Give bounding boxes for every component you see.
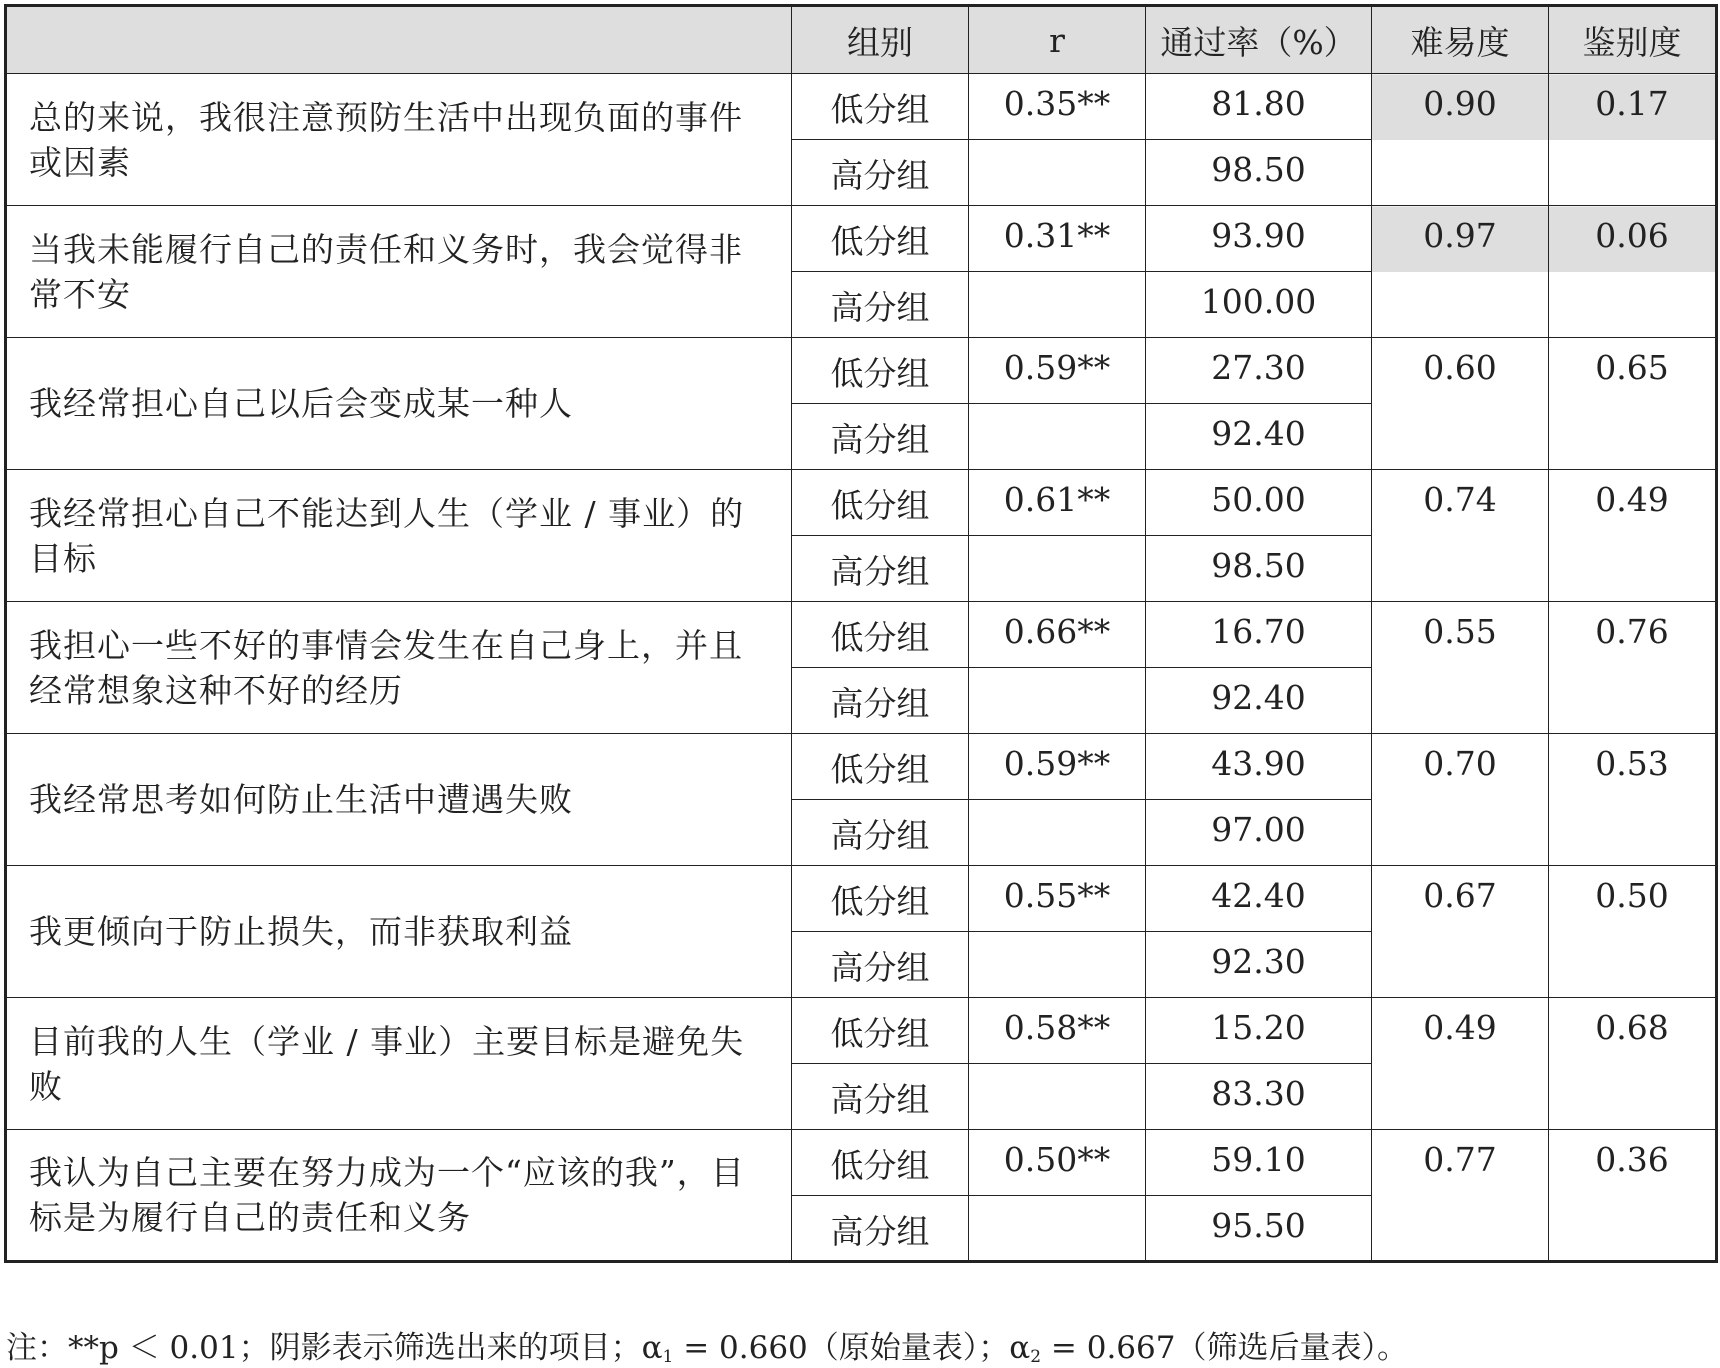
note-text-3: = 0.667（筛选后量表）。 [1041,1330,1408,1366]
group-label-low: 低分组 [792,734,969,800]
difficulty-value: 0.60 [1372,338,1549,470]
r-value: 0.66** [969,602,1146,668]
pass-rate-high: 98.50 [1146,536,1372,602]
r-value: 0.59** [969,338,1146,404]
item-text: 我更倾向于防止损失，而非获取利益 [6,866,792,998]
r-value-empty [969,1064,1146,1130]
pass-rate-high: 83.30 [1146,1064,1372,1130]
discrimination-value: 0.36 [1549,1130,1717,1262]
pass-rate-low: 93.90 [1146,206,1372,272]
header-group: 组别 [792,6,969,74]
discrimination-value: 0.53 [1549,734,1717,866]
group-label-low: 低分组 [792,998,969,1064]
r-value-empty [969,800,1146,866]
table-row [6,74,1717,140]
r-value-empty [969,272,1146,338]
group-label-low: 低分组 [792,602,969,668]
discrimination-value: 0.68 [1549,998,1717,1130]
pass-rate-low: 27.30 [1146,338,1372,404]
difficulty-value: 0.49 [1372,998,1549,1130]
group-label-low: 低分组 [792,1130,969,1196]
pass-rate-low: 42.40 [1146,866,1372,932]
header-r: r [969,6,1146,74]
group-label-high: 高分组 [792,536,969,602]
difficulty-value: 0.77 [1372,1130,1549,1262]
r-value-empty [969,1196,1146,1262]
group-label-high: 高分组 [792,140,969,206]
pass-rate-high: 92.30 [1146,932,1372,998]
table-row [6,866,1717,932]
discrimination-value: 0.76 [1549,602,1717,734]
item-text: 我经常思考如何防止生活中遭遇失败 [6,734,792,866]
difficulty-value: 0.55 [1372,602,1549,734]
r-value: 0.59** [969,734,1146,800]
group-label-high: 高分组 [792,668,969,734]
pass-rate-high: 98.50 [1146,140,1372,206]
table-row [6,1130,1717,1196]
difficulty-value: 0.74 [1372,470,1549,602]
pass-rate-low: 15.20 [1146,998,1372,1064]
header-discrimination: 鉴别度 [1549,6,1717,74]
table-body [6,74,1717,1262]
r-value: 0.58** [969,998,1146,1064]
note-text-1: 注：**p ＜ 0.01；阴影表示筛选出来的项目；α [6,1330,663,1366]
table-row [6,734,1717,800]
note-subscript-1: 1 [662,1347,674,1367]
group-label-low: 低分组 [792,338,969,404]
r-value-empty [969,404,1146,470]
item-text: 我担心一些不好的事情会发生在自己身上，并且经常想象这种不好的经历 [6,602,792,734]
group-label-high: 高分组 [792,1064,969,1130]
header-row [6,6,1717,74]
item-text: 总的来说，我很注意预防生活中出现负面的事件或因素 [6,74,792,206]
r-value: 0.31** [969,206,1146,272]
header-difficulty: 难易度 [1372,6,1549,74]
difficulty-value: 0.67 [1372,866,1549,998]
table-row [6,206,1717,272]
pass-rate-low: 81.80 [1146,74,1372,140]
pass-rate-high: 100.00 [1146,272,1372,338]
group-label-low: 低分组 [792,74,969,140]
pass-rate-high: 95.50 [1146,1196,1372,1262]
item-analysis-table [4,4,1718,1263]
table-note [6,1322,1408,1367]
r-value: 0.35** [969,74,1146,140]
r-value-empty [969,140,1146,206]
item-text: 我经常担心自己不能达到人生（学业 / 事业）的目标 [6,470,792,602]
pass-rate-low: 43.90 [1146,734,1372,800]
pass-rate-low: 16.70 [1146,602,1372,668]
item-text: 我经常担心自己以后会变成某一种人 [6,338,792,470]
r-value: 0.55** [969,866,1146,932]
r-value: 0.61** [969,470,1146,536]
group-label-high: 高分组 [792,272,969,338]
item-text: 当我未能履行自己的责任和义务时，我会觉得非常不安 [6,206,792,338]
table-row [6,338,1717,404]
table-row [6,602,1717,668]
item-text: 目前我的人生（学业 / 事业）主要目标是避免失败 [6,998,792,1130]
discrimination-value: 0.06 [1549,206,1717,338]
pass-rate-high: 97.00 [1146,800,1372,866]
discrimination-value: 0.49 [1549,470,1717,602]
note-subscript-2: 2 [1030,1347,1042,1367]
group-label-high: 高分组 [792,932,969,998]
header-item [6,6,792,74]
table-row [6,998,1717,1064]
pass-rate-low: 50.00 [1146,470,1372,536]
pass-rate-high: 92.40 [1146,668,1372,734]
r-value-empty [969,668,1146,734]
group-label-high: 高分组 [792,404,969,470]
pass-rate-low: 59.10 [1146,1130,1372,1196]
discrimination-value: 0.50 [1549,866,1717,998]
table-row [6,470,1717,536]
group-label-high: 高分组 [792,800,969,866]
r-value: 0.50** [969,1130,1146,1196]
pass-rate-high: 92.40 [1146,404,1372,470]
group-label-low: 低分组 [792,206,969,272]
group-label-high: 高分组 [792,1196,969,1262]
group-label-low: 低分组 [792,866,969,932]
difficulty-value: 0.97 [1372,206,1549,338]
difficulty-value: 0.70 [1372,734,1549,866]
discrimination-value: 0.65 [1549,338,1717,470]
header-pass-rate: 通过率（%） [1146,6,1372,74]
note-text-2: = 0.660（原始量表）；α [673,1330,1031,1366]
r-value-empty [969,536,1146,602]
discrimination-value: 0.17 [1549,74,1717,206]
group-label-low: 低分组 [792,470,969,536]
item-text: 我认为自己主要在努力成为一个“应该的我”，目标是为履行自己的责任和义务 [6,1130,792,1262]
r-value-empty [969,932,1146,998]
difficulty-value: 0.90 [1372,74,1549,206]
